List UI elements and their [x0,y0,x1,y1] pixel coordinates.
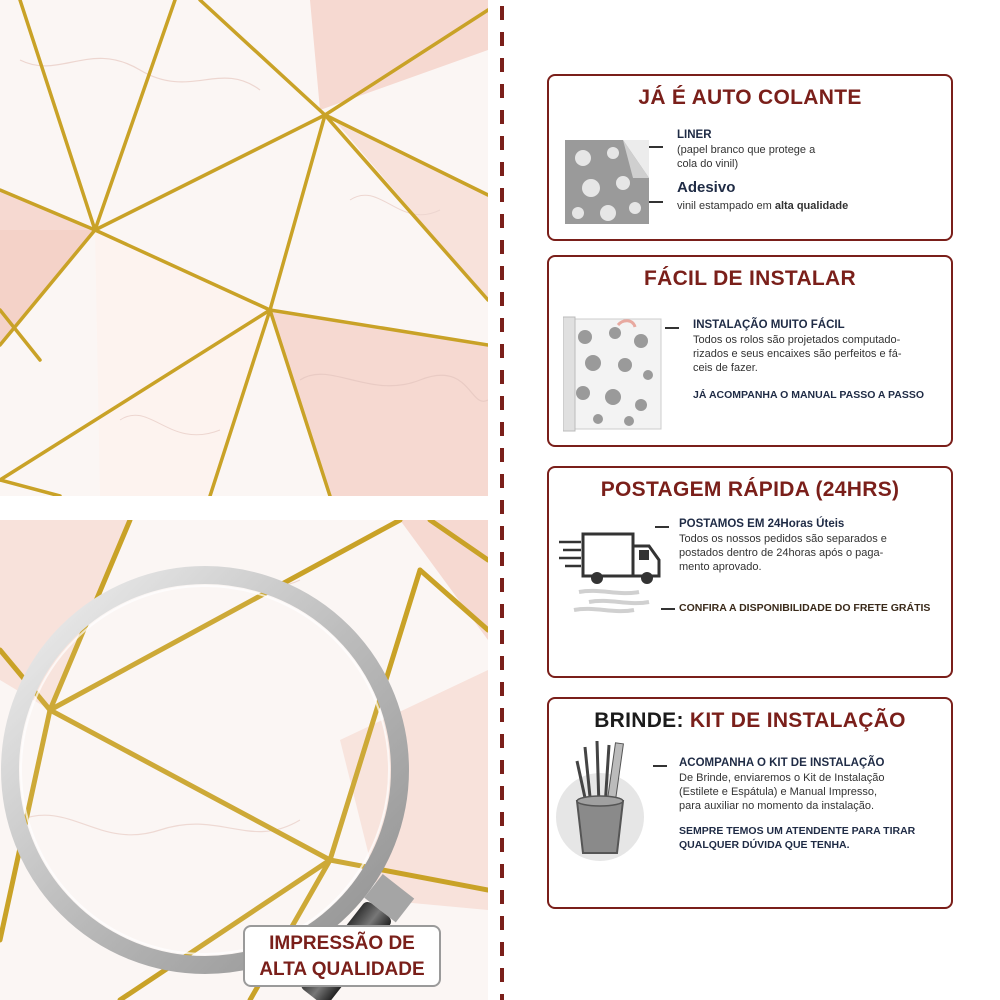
card-title: JÁ É AUTO COLANTE [638,86,862,109]
dashed-divider [499,0,505,1000]
card-brinde [547,697,953,909]
instalar-pointer [665,327,679,329]
brinde-title-accent: KIT DE INSTALAÇÃO [689,709,906,732]
brinde-note-1: SEMPRE TEMOS UM ATENDENTE PARA TIRAR [679,825,916,837]
instalar-heading: INSTALAÇÃO MUITO FÁCIL [693,319,845,331]
card-auto-colante [547,74,953,241]
geometric-pattern-top [0,0,488,496]
liner-desc-2: cola do vinil) [677,158,739,170]
card-title: POSTAGEM RÁPIDA (24HRS) [600,478,900,501]
card-postagem [547,466,953,678]
liner-sheet-icon [563,138,653,228]
badge-line-1: IMPRESSÃO DE [269,933,415,954]
postagem-heading: POSTAMOS EM 24Horas Úteis [679,518,845,530]
liner-desc-1: (papel branco que protege a [677,144,816,156]
adesivo-desc-bold: alta qualidade [774,200,849,212]
wallpaper-roll-icon [563,315,663,433]
brinde-line-1: De Brinde, enviaremos o Kit de Instalação [679,772,885,784]
tools-cup-icon [555,737,645,863]
card-facil-instalar [547,255,953,447]
instalar-line-3: ceis de fazer. [693,362,758,374]
frete-pointer [661,608,675,610]
postagem-pointer [655,526,669,528]
brinde-note-2: QUALQUER DÚVIDA QUE TENHA. [679,839,850,851]
quality-badge [243,925,441,987]
brinde-line-3: para auxiliar no momento da instalação. [679,800,875,812]
brinde-heading: ACOMPANHA O KIT DE INSTALAÇÃO [679,757,885,769]
postagem-line-3: mento aprovado. [679,561,762,573]
frete-note: CONFIRA A DISPONIBILIDADE DO FRETE GRÁTIS [679,602,931,614]
postagem-line-2: postados dentro de 24horas após o paga- [679,547,884,559]
truck-icon [559,530,664,615]
card-title: FÁCIL DE INSTALAR [644,267,856,290]
adesivo-pointer [649,201,663,203]
brinde-pointer [653,765,667,767]
product-image-top [0,0,488,496]
brinde-line-2: (Estilete e Espátula) e Manual Impresso, [679,786,878,798]
instalar-note: JÁ ACOMPANHA O MANUAL PASSO A PASSO [693,389,925,401]
adesivo-title: Adesivo [677,179,736,196]
liner-pointer [649,146,663,148]
card-title [549,709,951,733]
postagem-line-1: Todos os nossos pedidos são separados e [679,533,887,545]
brinde-title-dark: BRINDE: [594,709,690,732]
adesivo-desc: vinil estampado em alta qualidade [677,200,849,212]
liner-title: LINER [677,129,712,141]
instalar-line-1: Todos os rolos são projetados computado- [693,334,901,346]
badge-line-2: ALTA QUALIDADE [259,959,425,980]
instalar-line-2: rizados e seus encaixes são perfeitos e fá- [693,348,902,360]
